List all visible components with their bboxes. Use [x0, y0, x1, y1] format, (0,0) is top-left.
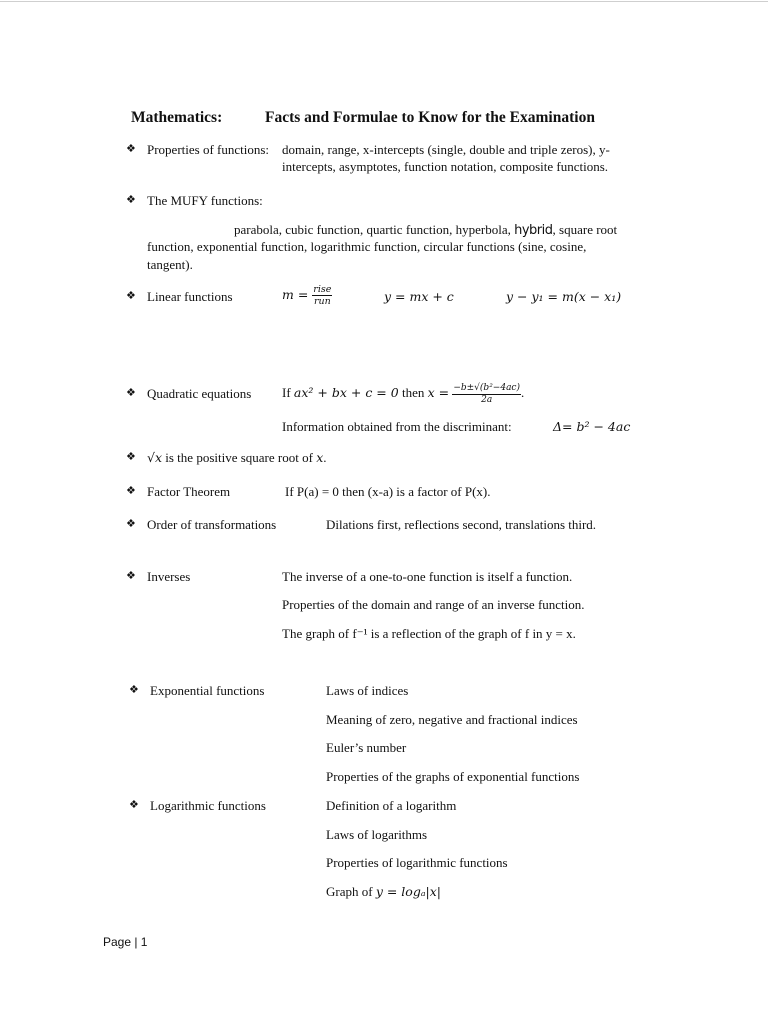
- bullet-mufy: ❖: [126, 194, 136, 206]
- title-subject: Mathematics:: [131, 109, 223, 126]
- exponential-line-1: Laws of indices: [326, 683, 409, 698]
- discriminant-formula: Δ= b² − 4ac: [553, 419, 631, 434]
- mufy-handwritten-word: hybrid: [514, 223, 553, 238]
- bullet-inverses: ❖: [126, 570, 136, 582]
- bullet-factor: ❖: [126, 485, 136, 497]
- factor-label: Factor Theorem: [147, 484, 231, 499]
- bullet-logarithmic: ❖: [129, 799, 139, 811]
- quadratic-formula: If ax² + bx + c = 0 then x = $\frac{\text{−b±√(b²−4ac)}}{2a}$ .: [282, 382, 525, 405]
- mufy-line3: tangent).: [147, 257, 193, 272]
- page-number: Page | 1: [103, 935, 148, 949]
- properties-line2: intercepts, asymptotes, function notation, composite functions.: [282, 159, 609, 174]
- bullet-sqrt: ❖: [126, 451, 136, 463]
- logarithmic-label: Logarithmic functions: [150, 798, 266, 813]
- quadratic-equation: ax² + bx + c = 0: [293, 385, 399, 400]
- sqrt-symbol: √x: [147, 450, 163, 465]
- point-gradient-equation: y − y₁ = m(x − x₁): [506, 289, 622, 304]
- quadratic-root-denominator: 2a: [481, 394, 493, 405]
- logarithmic-graph-formula: y = logₐ|x|: [375, 884, 442, 899]
- sqrt-end: .: [323, 450, 327, 465]
- factor-text: If P(a) = 0 then (x-a) is a factor of P(x).: [285, 484, 491, 499]
- quadratic-root-fraction: [452, 383, 521, 406]
- sqrt-var: x: [316, 450, 324, 465]
- logarithmic-line-2: Laws of logarithms: [326, 827, 428, 842]
- scan-top-edge: [0, 1, 768, 2]
- quadratic-then: then: [401, 385, 425, 400]
- bullet-order: ❖: [126, 518, 136, 530]
- bullet-linear: ❖: [126, 290, 136, 302]
- quadratic-label: Quadratic equations: [147, 386, 252, 401]
- discriminant-text: Information obtained from the discriminant:: [282, 419, 512, 434]
- inverses-line3: The graph of f⁻¹ is a reflection of the graph of f in y = x.: [282, 626, 576, 641]
- quadratic-x-equals: x =: [427, 385, 450, 400]
- gradient-denominator: run: [313, 296, 331, 307]
- exponential-label: Exponential functions: [150, 683, 265, 698]
- exponential-line-2: Meaning of zero, negative and fractional indices: [326, 712, 578, 727]
- order-label: Order of transformations: [147, 517, 277, 532]
- mufy-label: The MUFY functions:: [147, 193, 263, 208]
- sqrt-text: is the positive square root of: [162, 450, 317, 465]
- mufy-line1-b: , square root: [552, 222, 618, 237]
- mufy-line1-a: parabola, cubic function, quartic function, hyperbola,: [234, 222, 515, 237]
- inverses-label: Inverses: [147, 569, 191, 584]
- sqrt-line: [147, 449, 327, 466]
- linear-label: Linear functions: [147, 289, 233, 304]
- inverses-line2: Properties of the domain and range of an inverse function.: [282, 597, 585, 612]
- line-equation: y = mx + c: [384, 289, 454, 304]
- properties-line1: domain, range, x-intercepts (single, double and triple zeros), y-: [282, 142, 610, 157]
- bullet-properties: ❖: [126, 143, 136, 155]
- gradient-lhs: m =: [282, 287, 309, 302]
- logarithmic-graph-line: [326, 883, 441, 900]
- logarithmic-line-3: Properties of logarithmic functions: [326, 855, 508, 870]
- gradient-numerator: rise: [313, 284, 332, 295]
- inverses-line1: The inverse of a one-to-one function is itself a function.: [282, 569, 573, 584]
- quadratic-if: If: [282, 385, 291, 400]
- page-title: Facts and Formulae to Know for the Examination: [265, 109, 595, 126]
- exponential-line-3: Euler’s number: [326, 740, 407, 755]
- bullet-quadratic: ❖: [126, 387, 136, 399]
- exponential-line-4: Properties of the graphs of exponential functions: [326, 769, 580, 784]
- mufy-line2: function, exponential function, logarithmic function, circular functions (sine, cosine,: [147, 239, 587, 254]
- quadratic-root-numerator: −b±√(b²−4ac): [453, 382, 520, 393]
- mufy-line1: [234, 221, 617, 239]
- logarithmic-graph-text: Graph of: [326, 884, 376, 899]
- bullet-exponential: ❖: [129, 684, 139, 696]
- gradient-fraction: [312, 284, 332, 307]
- properties-label: Properties of functions:: [147, 142, 270, 157]
- order-text: Dilations first, reflections second, translations third.: [326, 517, 597, 532]
- logarithmic-line-1: Definition of a logarithm: [326, 798, 457, 813]
- gradient-formula: [282, 282, 332, 308]
